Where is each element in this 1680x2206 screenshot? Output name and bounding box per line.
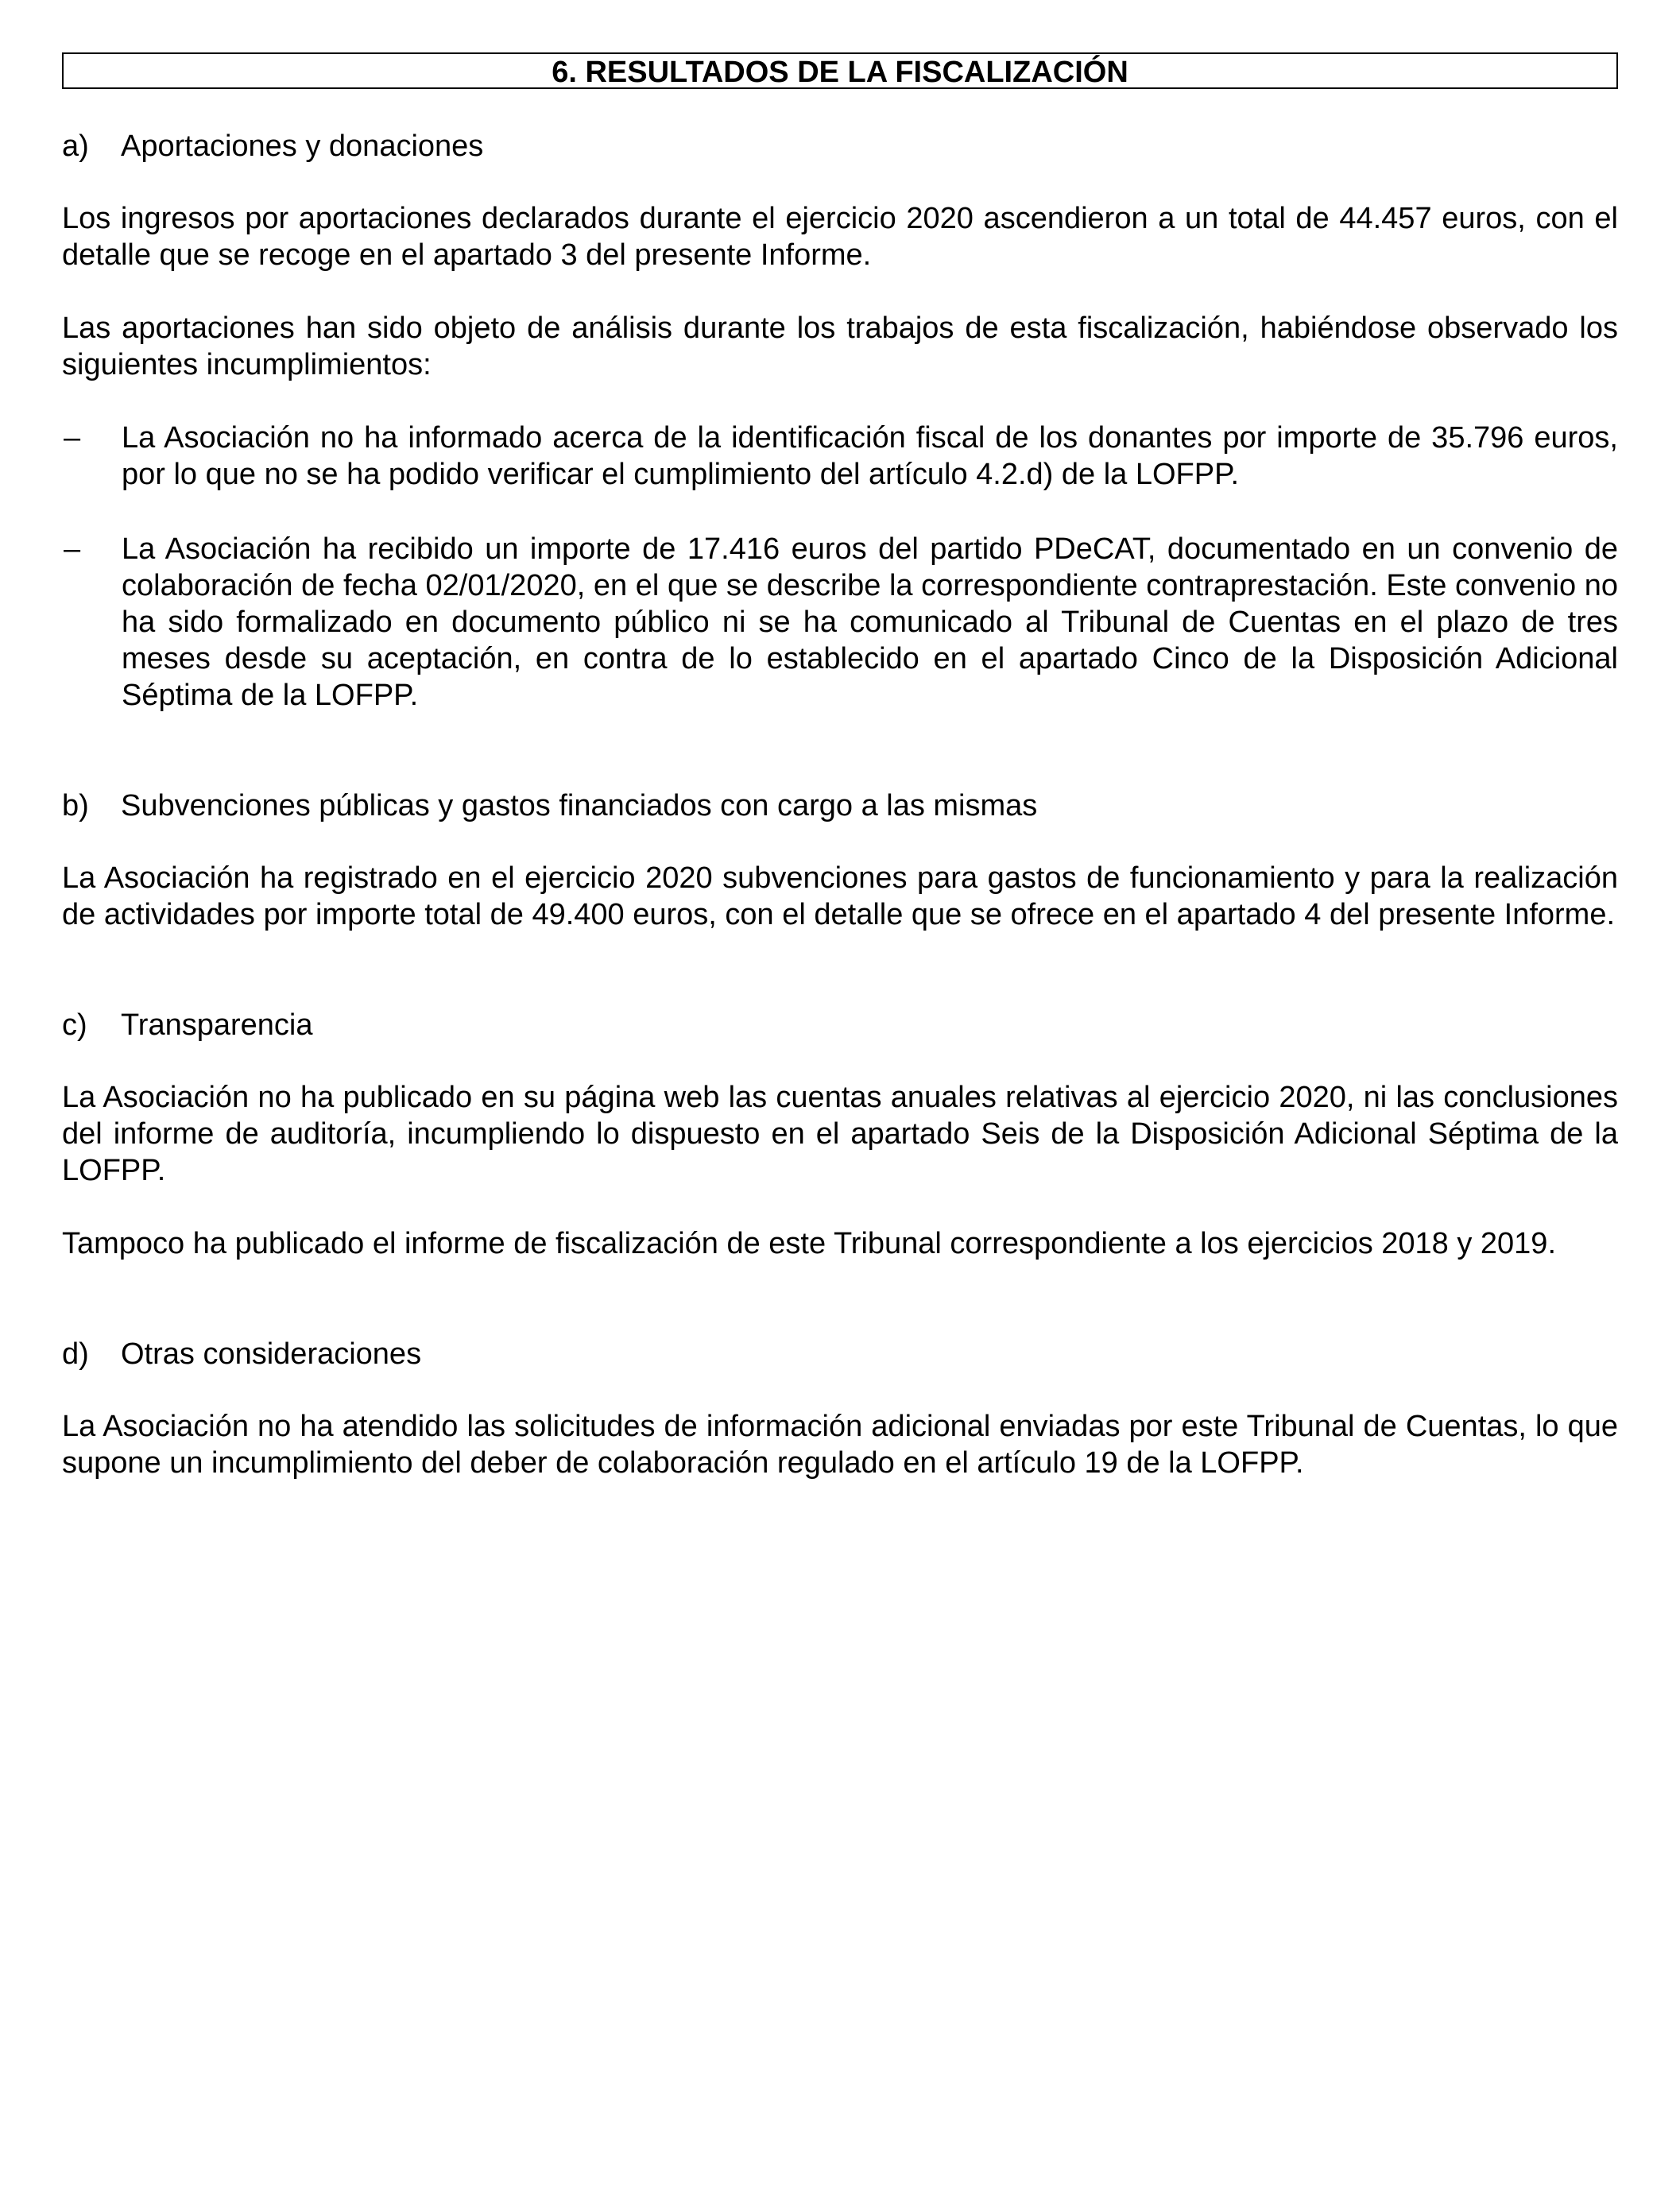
section-c-paragraph-1: La Asociación no ha publicado en su página web las cuentas anuales relativas al ejercicio 2020, ni las conclusiones del informe de auditoría, incumpliendo lo dispuesto en el apartado Seis de la Disposición Adicional Séptima de la LOFPP. <box>62 1081 1618 1187</box>
section-d-paragraph-1: La Asociación no ha atendido las solicitudes de información adicional enviadas por este Tribunal de Cuentas, lo que supone un incumplimiento del deber de colaboración regulado en el artículo 19 de la LOFPP. <box>62 1410 1618 1480</box>
section-a-letter: a) <box>62 130 89 163</box>
section-a-title: Aportaciones y donaciones <box>121 130 484 163</box>
section-a-bullet-1 <box>62 420 1618 493</box>
section-a-paragraph-2: Las aportaciones han sido objeto de análisis durante los trabajos de esta fiscalización, habiéndose observado los siguientes incumplimientos: <box>62 312 1618 381</box>
page-title: 6. RESULTADOS DE LA FISCALIZACIÓN <box>62 52 1618 89</box>
section-b-title: Subvenciones públicas y gastos financiados con cargo a las mismas <box>121 789 1038 822</box>
section-a-bullet-2 <box>62 531 1618 714</box>
section-d-heading <box>62 1335 1618 1373</box>
section-b-heading <box>62 787 1618 825</box>
bullet-dash: – <box>64 532 81 566</box>
section-d-letter: d) <box>62 1337 89 1371</box>
section-b-paragraph-1: La Asociación ha registrado en el ejercicio 2020 subvenciones para gastos de funcionamiento y para la realización de actividades por importe total de 49.400 euros, con el detalle que se ofrece en el apartado 4 del presente Informe. <box>62 861 1618 931</box>
section-a-paragraph-1: Los ingresos por aportaciones declarados durante el ejercicio 2020 ascendieron a un total de 44.457 euros, con el detalle que se recoge en el apartado 3 del presente Informe. <box>62 202 1618 272</box>
section-d-title: Otras consideraciones <box>121 1337 422 1371</box>
section-c-title: Transparencia <box>121 1008 313 1042</box>
document-page <box>62 52 1618 1481</box>
section-c-heading <box>62 1006 1618 1044</box>
section-a-heading <box>62 127 1618 165</box>
section-b-letter: b) <box>62 789 89 822</box>
section-a-bullet-1-text: La Asociación no ha informado acerca de la identificación fiscal de los donantes por importe de 35.796 euros, por lo que no se ha podido verificar el cumplimiento del artículo 4.2.d) de la LOFPP. <box>122 421 1618 491</box>
section-c-letter: c) <box>62 1008 87 1042</box>
bullet-dash: – <box>64 421 81 455</box>
section-a-bullet-2-text: La Asociación ha recibido un importe de 17.416 euros del partido PDeCAT, documentado en un convenio de colaboración de fecha 02/01/2020, en el que se describe la correspondiente contraprestación. Este convenio no ha sido formalizado en documento público ni se ha comunicado al Tribunal de Cuentas en el plazo de tres meses desde su aceptación, en contra de lo establecido en el apartado Cinco de la Disposición Adicional Séptima de la LOFPP. <box>122 532 1618 712</box>
section-c-paragraph-2: Tampoco ha publicado el informe de fiscalización de este Tribunal correspondiente a los ejercicios 2018 y 2019. <box>62 1227 1556 1260</box>
